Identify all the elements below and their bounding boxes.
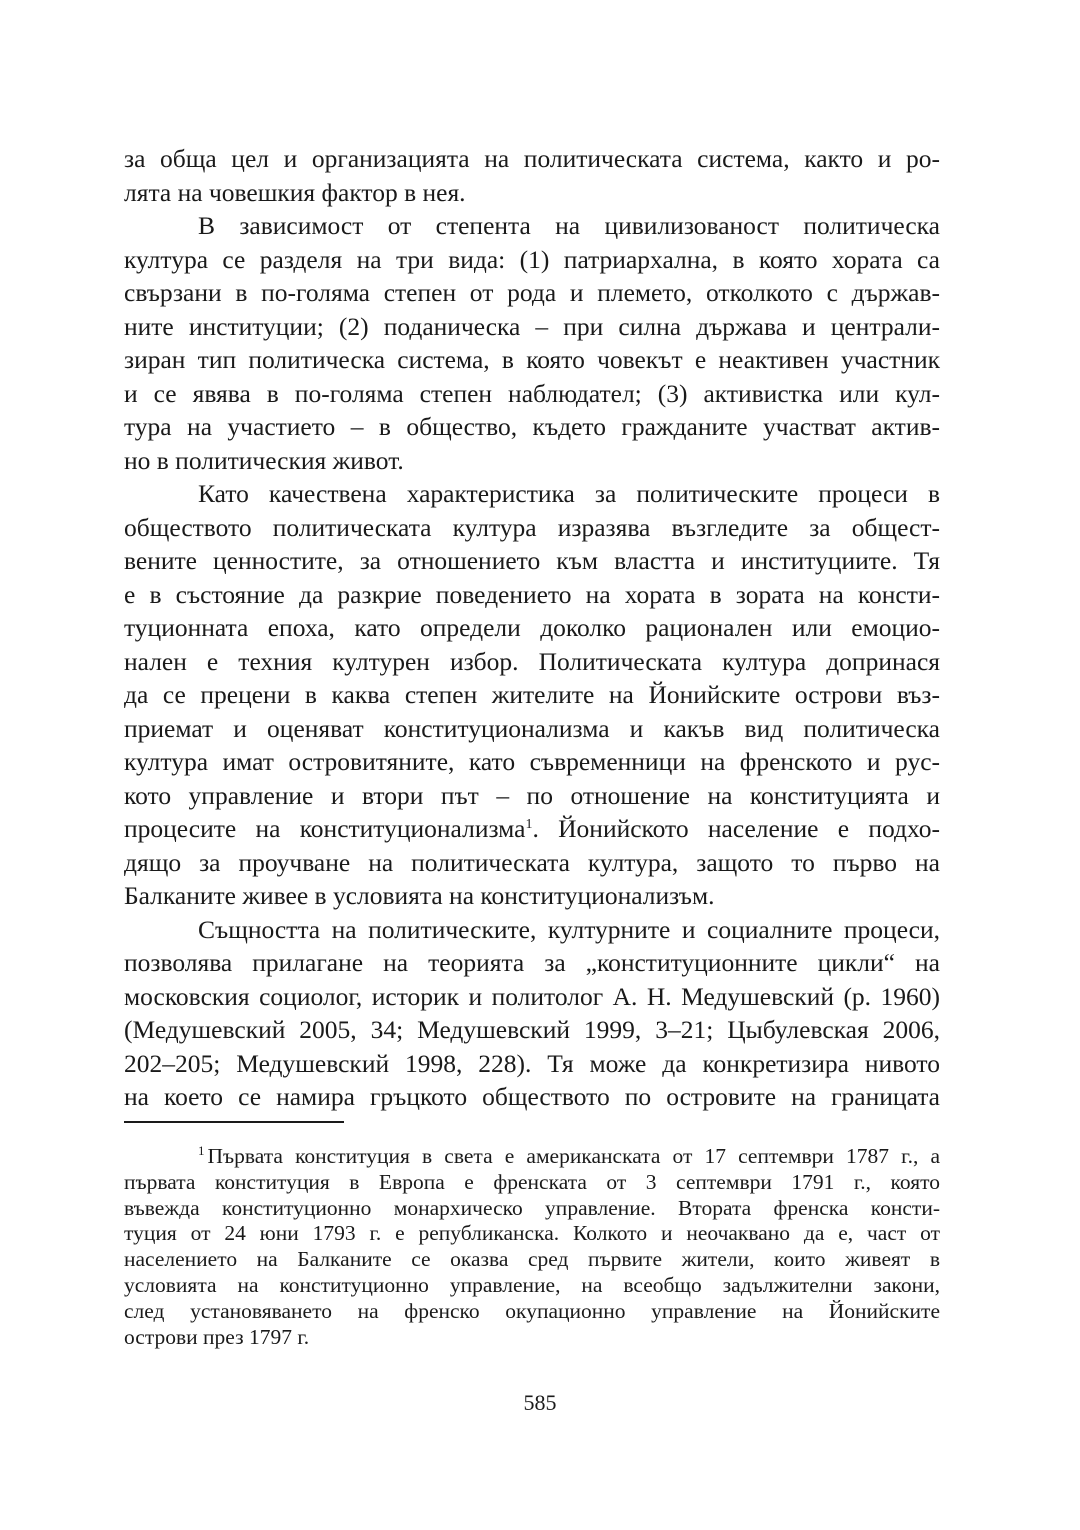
paragraph-start-line: Същността на политическите, културните и социалните процеси, [198,914,940,944]
footnote-line: населението на Балканите се оказва сред първите жители, които живеят в [124,1247,940,1272]
text-line: нален е техния културен избор. Политическата култура допринася [124,646,940,676]
paragraph-start-line: Като качествена характеристика за политическите процеси в [198,479,940,508]
line-segment: процесите на конституционализма [124,814,526,843]
footnote-line: условията на конституционно управление, на всеобщо задължителни закони, [124,1272,940,1297]
text-line-with-footnote [124,812,940,846]
text-line: и се явява в по-голяма степен наблюдател; (3) активистка или кул- [124,378,940,408]
text-line: зиран тип политическа система, в която човекът е неактивен участник [124,345,940,374]
footnote-text: Първата конституция в света е американската от 17 септември 1787 г., а [207,1144,940,1168]
text-line: 202–205; Медушевский 1998, 228). Тя може да конкретизира нивото [124,1048,940,1078]
text-line: лята на човешкия фактор в нея. [124,177,466,207]
text-line: (Медушевский 2005, 34; Медушевский 1999, 3–21; Цыбулевская 2006, [124,1015,940,1044]
text-line: приемат и оценяват конституционализма и какъв вид политическа [124,713,940,743]
text-line: московския социолог, историк и политолог А. Н. Медушевский (р. 1960) [124,981,940,1011]
text-line: туционната епоха, като определи доколко рационален или емоцио- [124,613,940,642]
text-line: култура се разделя на три вида: (1) патриархална, в която хората са [124,244,940,274]
text-line: за обща цел и организацията на политическата система, както и ро- [124,144,940,173]
text-line: Балканите живее в условията на конституционализъм. [124,881,715,910]
text-line: на което се намира гръцкото обществото по островите на границата [124,1082,940,1111]
footnote-divider [124,1121,344,1123]
footnote-line: острови през 1797 г. [124,1324,310,1349]
text-line: вените ценностите, за отношението към властта и институциите. Тя [124,546,940,575]
main-text [124,142,940,1114]
text-line: е в състояние да разкрие поведението на хората в зората на консти- [124,579,940,609]
text-line: обществото политическата култура изразява възгледите за общест- [124,512,940,542]
paragraph-start-line: В зависимост от степента на цивилизованост политическа [198,211,940,240]
text-line: свързани в по-голяма степен от рода и племето, отколкото с държав- [124,278,940,307]
footnote-line: въвежда конституционно монархическо управление. Втората френска консти- [124,1195,940,1220]
footnote-line: първата конституция в Европа е френската от 3 септември 1791 г., която [124,1169,940,1194]
page-number: 585 [523,1390,557,1415]
footnote-reference[interactable]: 1 [525,817,533,832]
footnote-line: туция от 24 юни 1793 г. е републиканска. Колкото и неочаквано да е, част от [124,1221,940,1246]
text-line: тура на участието – в общество, където гражданите участват актив- [124,412,940,441]
text-line: ните институции; (2) поданическа – при силна държава и централи- [124,311,940,341]
text-line: култура имат островитяните, като съвременници на френското и рус- [124,747,940,776]
text-line: кото управление и втори път – по отношение на конституцията и [124,780,940,810]
text-line: но в политическия живот. [124,445,404,475]
text-line: дящо за проучване на политическата култура, защото то първо на [124,847,940,877]
footnote-line: след установяването на френско окупационно управление на Йонийските [124,1298,940,1323]
footnote [124,1144,940,1350]
text-line: позволява прилагане на теорията за „конституционните цикли“ на [124,948,940,977]
footnote-number: 1 [198,1143,205,1158]
footnote-line [124,1144,940,1170]
text-line: да се прецени в каква степен жителите на Йонийските острови въз- [124,680,940,709]
line-segment: . Йонийското население е подхо- [532,814,941,843]
